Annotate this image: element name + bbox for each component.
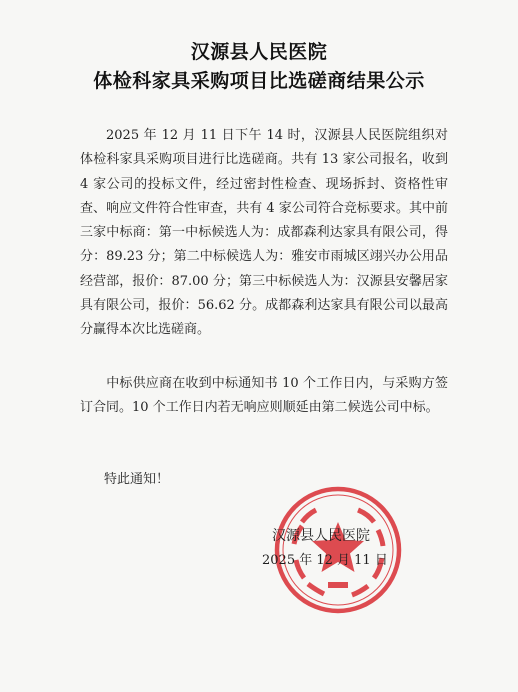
paragraph-contract: [80, 372, 448, 421]
signature-organization: 汉源县人民医院: [272, 528, 370, 544]
closing-text: 特此通知！: [104, 472, 170, 487]
title-line-1: 汉源县人民医院: [190, 41, 328, 63]
paragraph-result: [80, 124, 448, 343]
signature-date: 2025 年 12 月 11 日: [262, 553, 388, 568]
title-line-2: 体检科家具采购项目比选磋商结果公示: [93, 70, 425, 92]
paragraph-contract-text: 中标供应商在收到中标通知书 10 个工作日内，与采购方签订合同。10 个工作日内若无响应则顺延由第二候选公司中标。: [80, 376, 448, 416]
paragraph-result-text: 2025 年 12 月 11 日下午 14 时，汉源县人民医院组织对体检科家具采购项目进行比选磋商。共有 13 家公司报名，收到 4 家公司的投标文件，经过密封性检查、现场拆封、资格性审查、响应文件符合性审查，共有 4 家公司符合竞标要求。其中前三家中标商：第一中标候选人为：成都森利达家具有限公司，得分：89.23 分；第二中标候选人为：雅安市雨城区翊兴办公用品经营部，报价：87.00 分；第三中标候选人为：汉源县安馨居家具有限公司，报价：56.62 分。成都森利达家具有限公司以最高分赢得本次比选磋商。: [80, 128, 448, 338]
